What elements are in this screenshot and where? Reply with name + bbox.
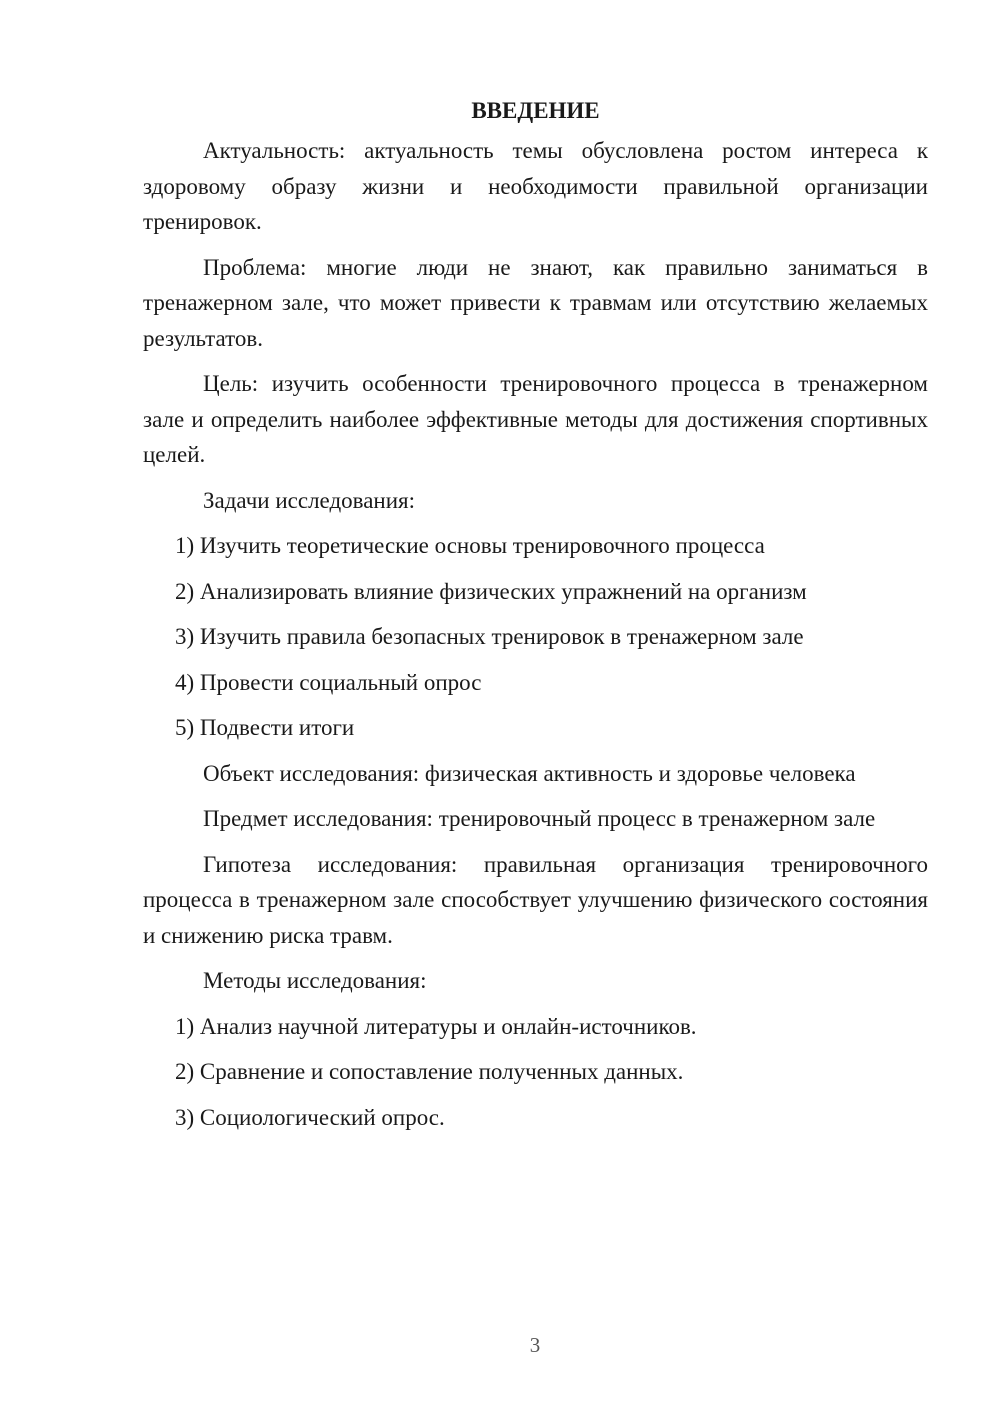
list-item: 3) Изучить правила безопасных тренировок в тренажерном зале: [175, 624, 804, 649]
goal-paragraph: Цель: изучить особенности тренировочного процесса в тренажерном зале и определить наиболее эффективные методы для достижения спортивных целей.: [143, 371, 928, 467]
tasks-list: [143, 528, 928, 746]
list-item: 4) Провести социальный опрос: [175, 669, 482, 695]
page-number: 3: [529, 1333, 541, 1357]
list-item: 3) Социологический опрос.: [175, 1104, 445, 1130]
page-content: [143, 93, 928, 1145]
hypothesis-paragraph: Гипотеза исследования: правильная организация тренировочного процесса в тренажерном зале способствует улучшению физического состояния и снижению риска травм.: [143, 851, 928, 948]
relevance-paragraph: Актуальность: актуальность темы обусловлена ростом интереса к здоровому образу жизни и необходимости правильной организации тренировок.: [143, 138, 928, 234]
list-item: 1) Изучить теоретические основы тренировочного процесса: [175, 533, 765, 558]
list-item: 2) Сравнение и сопоставление полученных данных.: [175, 1059, 684, 1084]
methods-heading: Методы исследования:: [203, 968, 427, 993]
subject-paragraph: Предмет исследования: тренировочный процесс в тренажерном зале: [203, 806, 876, 831]
object-paragraph: Объект исследования: физическая активность и здоровье человека: [203, 760, 856, 786]
section-title: ВВЕДЕНИЕ: [471, 98, 600, 123]
list-item: 2) Анализировать влияние физических упражнений на организм: [175, 578, 807, 604]
methods-list: [143, 1009, 928, 1136]
tasks-heading: Задачи исследования:: [203, 487, 416, 513]
list-item: 1) Анализ научной литературы и онлайн-источников.: [175, 1013, 697, 1039]
problem-paragraph: Проблема: многие люди не знают, как правильно заниматься в тренажерном зале, что может привести к травмам или отсутствию желаемых результатов.: [143, 254, 928, 351]
list-item: 5) Подвести итоги: [175, 715, 355, 740]
